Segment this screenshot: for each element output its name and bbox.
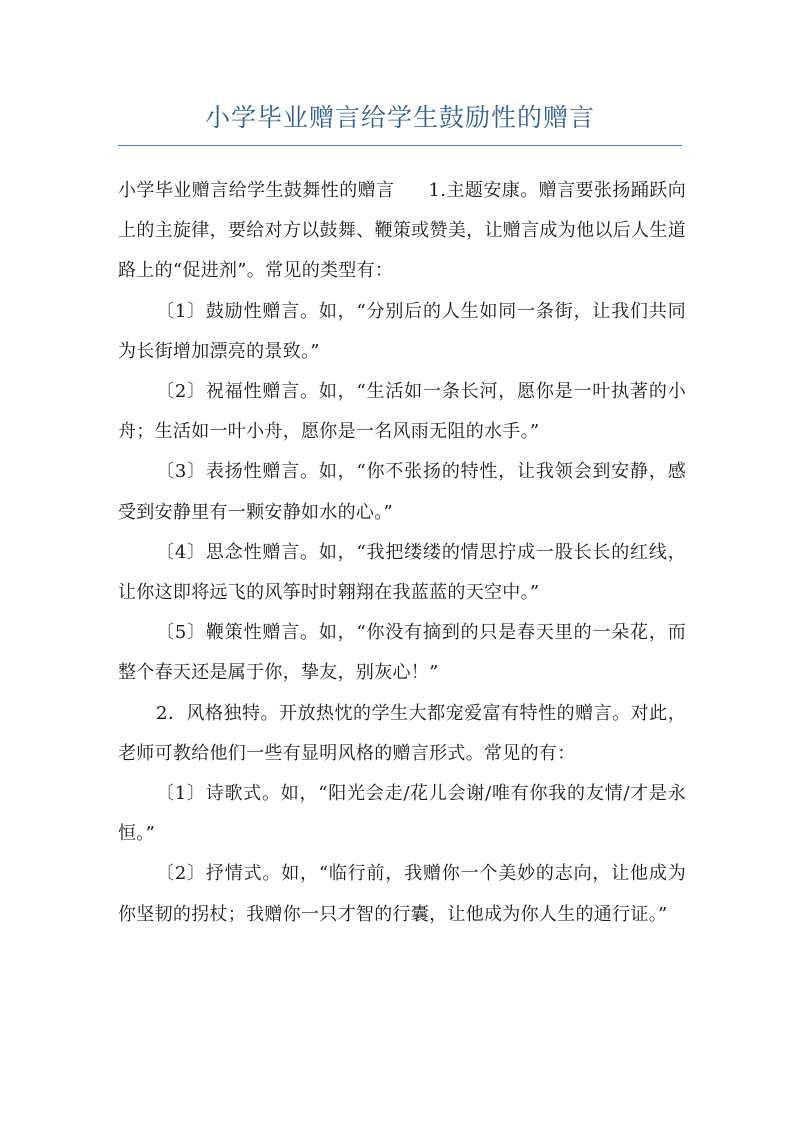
document-body xyxy=(118,171,686,935)
paragraph-style: 2．风格独特。开放热忱的学生大都宠爱富有特性的赠言。对此，老师可教给他们一些有显明风格的赠言形式。常见的有： xyxy=(118,702,686,764)
paragraph-lyrical: 〔2〕抒情式。如，“临行前，我赠你一个美妙的志向，让他成为你坚韧的拐杖；我赠你一只才智的行囊，让他成为你人生的通行证。” xyxy=(118,863,686,925)
paragraph-missing: 〔4〕思念性赠言。如，“我把缕缕的情思拧成一股长长的红线，让你这即将远飞的风筝时时翱翔在我蓝蓝的天空中。” xyxy=(118,541,686,604)
document-title: 小学毕业赠言给学生鼓励性的赠言 xyxy=(204,103,595,132)
paragraph-praise: 〔3〕表扬性赠言。如，“你不张扬的特性，让我领会到安静，感受到安静里有一颗安静如水的心。” xyxy=(118,461,686,523)
paragraph-lead: 小学毕业赠言给学生鼓舞性的赠言 xyxy=(118,180,395,201)
paragraph-poetic: 〔1〕诗歌式。如，“阳光会走/花儿会谢/唯有你我的友情/才是永恒。” xyxy=(118,783,686,845)
paragraph-blessing: 〔2〕祝福性赠言。如，“生活如一条长河，愿你是一叶执著的小舟；生活如一叶小舟，愿你是一名风雨无阻的水手。” xyxy=(118,381,686,443)
paragraph-intro xyxy=(118,171,686,292)
paragraph-encouraging: 〔1〕鼓励性赠言。如，“分别后的人生如同一条街，让我们共同为长街增加漂亮的景致。” xyxy=(118,300,686,362)
paragraph-text: 1.主题安康。赠言要张扬踊跃向上的主旋律，要给对方以鼓舞、鞭策或赞美，让赠言成为他以后人生道路上的“促进剂”。常见的类型有： xyxy=(118,180,686,282)
title-underline xyxy=(118,145,682,146)
paragraph-spurring: 〔5〕鞭策性赠言。如，“你没有摘到的只是春天里的一朵花，而整个春天还是属于你，挚友，别灰心！” xyxy=(118,622,686,684)
